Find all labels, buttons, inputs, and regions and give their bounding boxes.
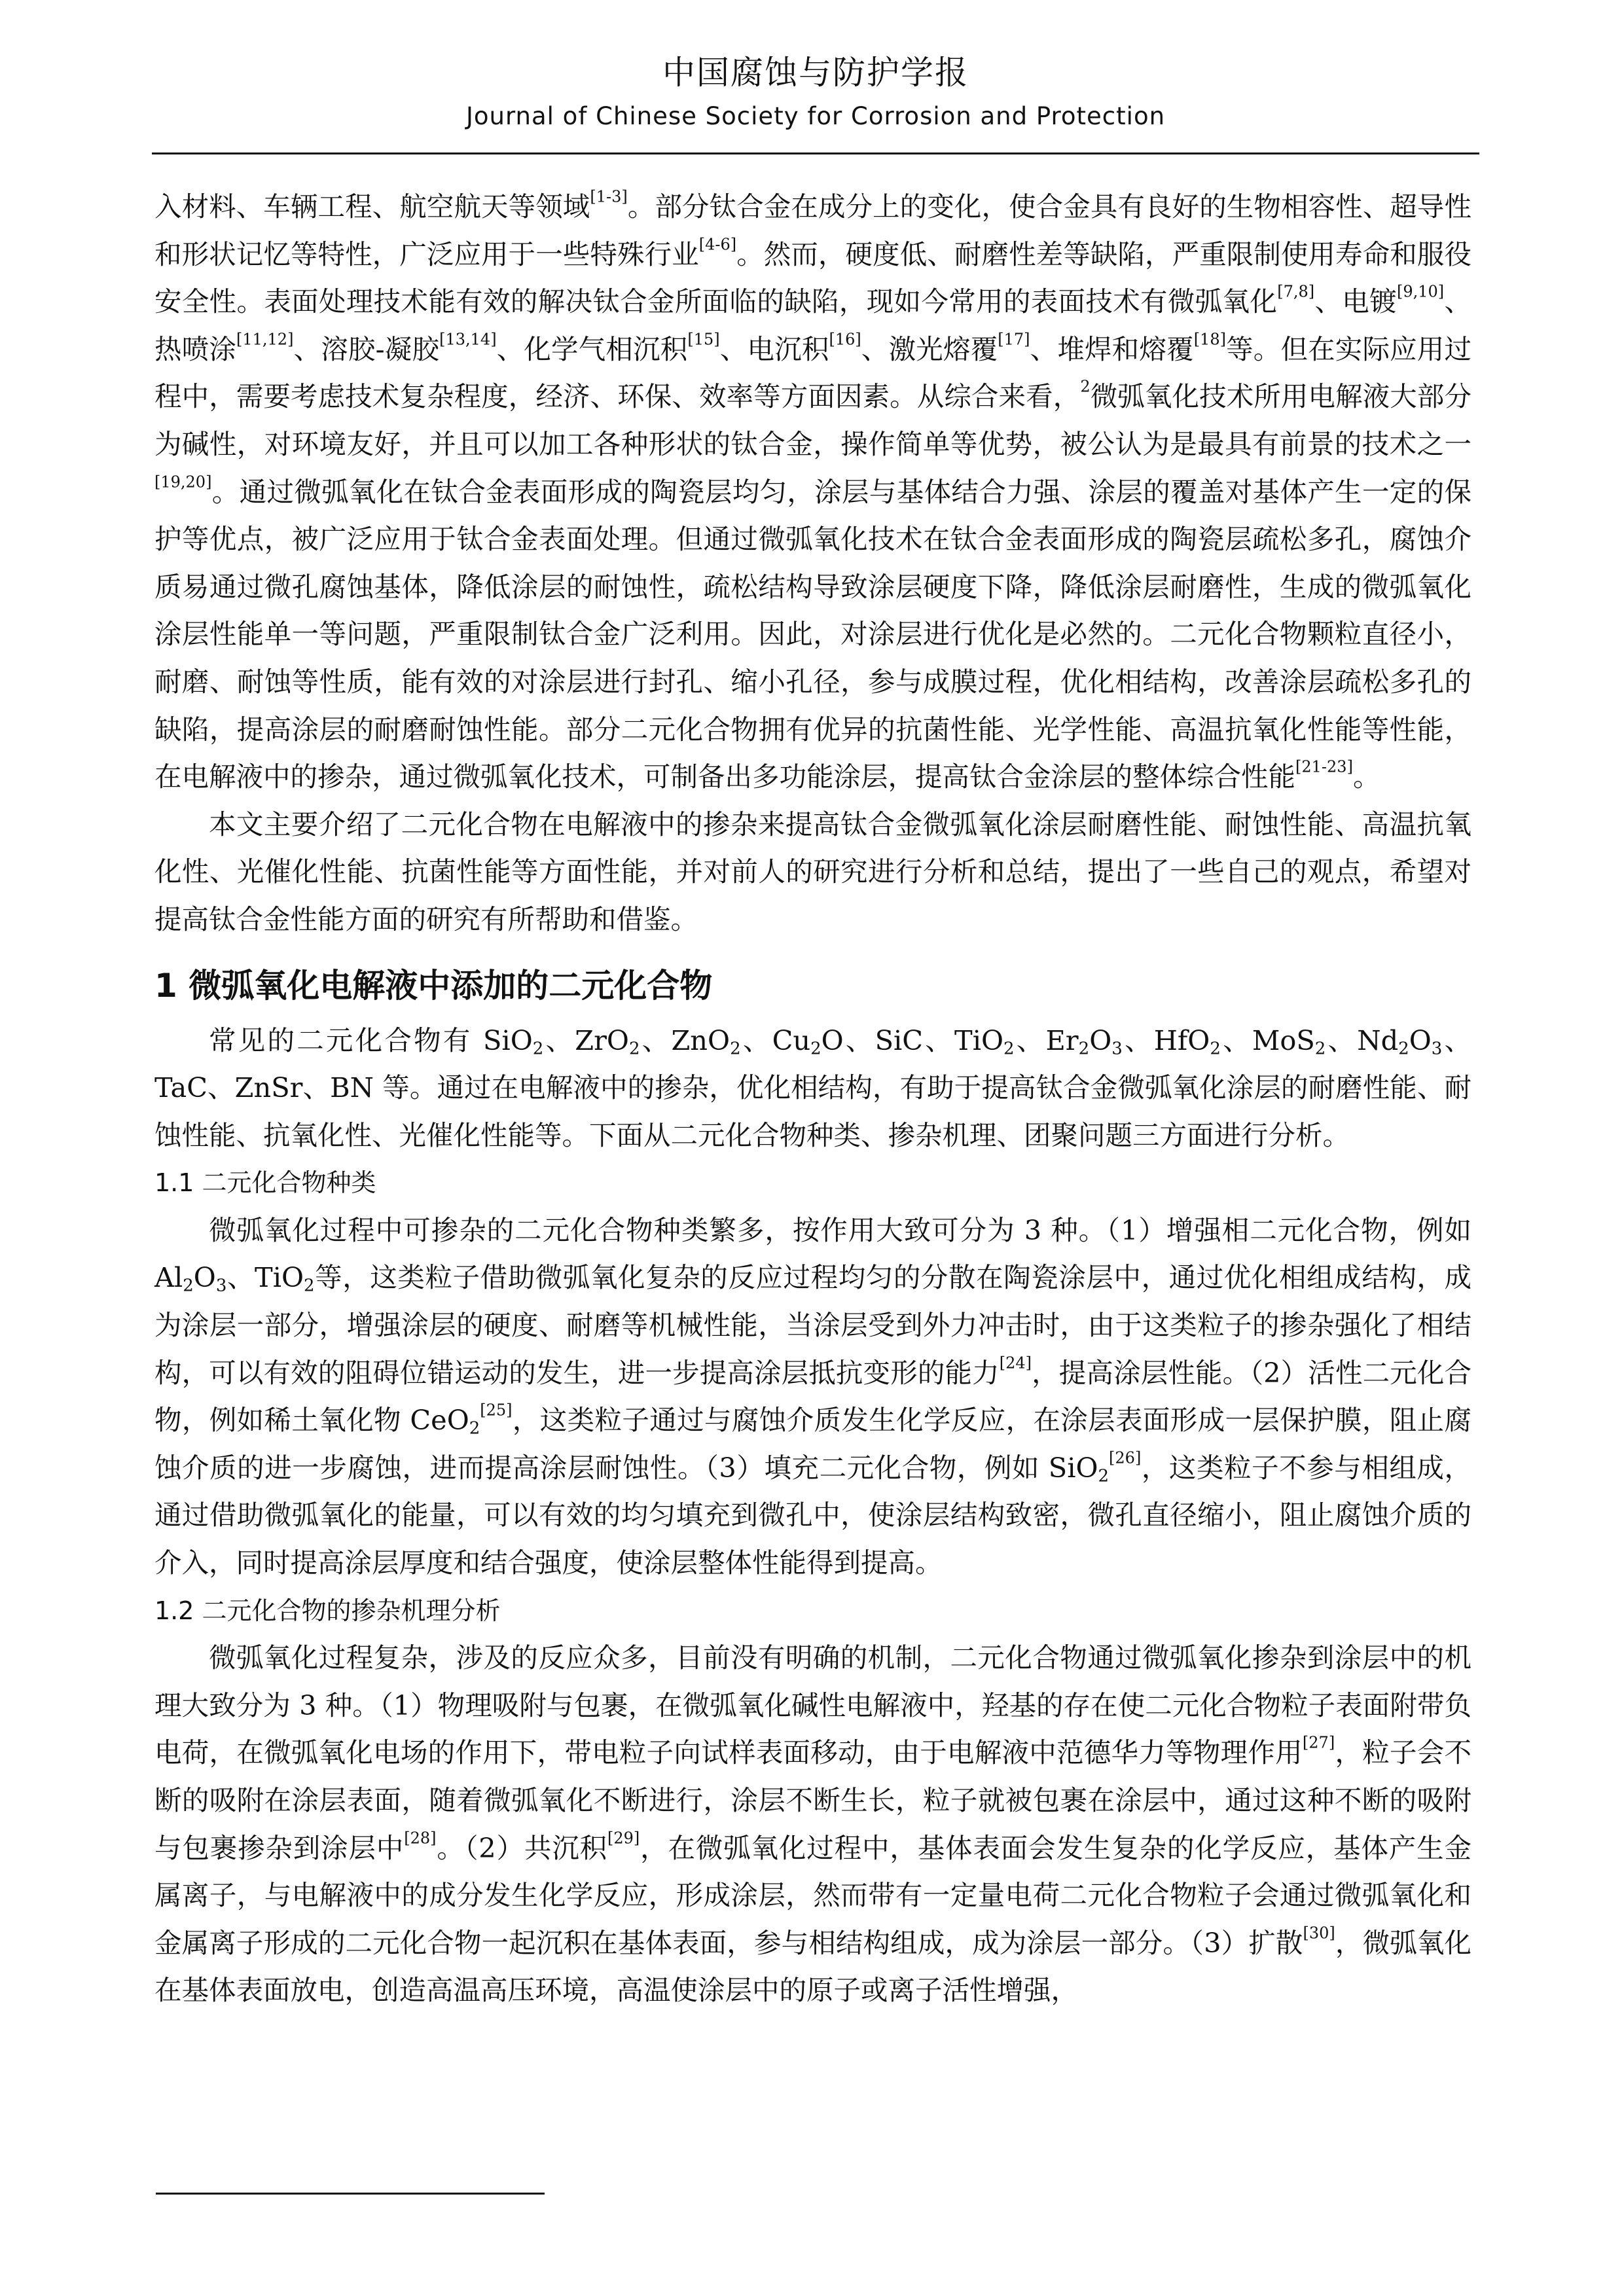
text-run: O — [193, 1261, 216, 1294]
text-run: 、ZnO — [640, 1024, 731, 1056]
citation-marker: 2 — [1080, 377, 1091, 396]
text-run: 。 — [1352, 761, 1380, 793]
text-run: O — [1089, 1024, 1112, 1056]
text-run: 本文主要介绍了二元化合物在电解液中的掺杂来提高钛合金微弧氧化涂层耐磨性能、耐蚀性能、高温抗氧化性、光催化性能、抗菌性能等方面性能，并对前人的研究进行分析和总结，提出了一些自己的观点，希望对提高钛合金性能方面的研究有所帮助和借鉴。 — [154, 808, 1471, 935]
text-run: 、堆焊和熔覆 — [1030, 332, 1194, 365]
footnote-rule — [156, 2193, 545, 2195]
journal-title-cn: 中国腐蚀与防护学报 — [662, 54, 969, 92]
citation-marker: [11,12] — [236, 330, 294, 349]
citation-marker: [18] — [1193, 330, 1226, 349]
section-heading-1: 1 微弧氧化电解液中添加的二元化合物 — [154, 966, 713, 1005]
citation-marker: [13,14] — [439, 330, 497, 349]
text-run: 入材料、车辆工程、航空航天等领域 — [154, 190, 590, 223]
citation-marker: [27] — [1302, 1733, 1335, 1752]
text-run: 、MoS — [1220, 1024, 1315, 1056]
subscript: 3 — [1431, 1039, 1443, 1058]
text-run: 、TaC、ZnSr、BN 等。通过在电解液中的掺杂，优化相结构，有助于提高钛合金微弧氧化涂层的耐磨性能、耐蚀性能、抗氧化性、光催化性能等。下面从二元化合物种类、掺杂机理、团聚问题三方面进行分析。 — [154, 1024, 1471, 1151]
text-run: 、电沉积 — [719, 332, 829, 365]
text-run: 微弧氧化技术所用电解液大部分为碱性，对环境友好，并且可以加工各种形状的钛合金，操作简单等优势，被公认为是最具有前景的技术之一 — [154, 380, 1471, 460]
text-run: 、ZrO — [543, 1024, 629, 1056]
subscript: 2 — [810, 1039, 821, 1058]
subscript: 2 — [183, 1276, 194, 1296]
subscript: 2 — [1003, 1039, 1015, 1058]
citation-marker: [26] — [1109, 1448, 1142, 1467]
subscript: 3 — [215, 1276, 227, 1296]
running-header — [152, 51, 1479, 134]
text-run: 、TiO — [226, 1261, 304, 1294]
subscript: 2 — [532, 1039, 544, 1058]
subscript: 2 — [1078, 1039, 1090, 1058]
subscript: 2 — [1398, 1039, 1409, 1058]
text-run: ，粒子会不断的吸附在涂层表面，随着微弧氧化不断进行，涂层不断生长，粒子就被包裹在涂层中，通过这种不断的吸附与包裹掺杂到涂层中 — [154, 1736, 1471, 1864]
text-run: 、Cu — [740, 1024, 811, 1056]
subscript: 2 — [1210, 1039, 1221, 1058]
text-run: ，微弧氧化在基体表面放电，创造高温高压环境，高温使涂层中的原子或离子活性增强， — [154, 1926, 1471, 2007]
citation-marker: [25] — [480, 1401, 513, 1420]
text-run: ，这类粒子不参与相组成，通过借助微弧氧化的能量，可以有效的均匀填充到微孔中，使涂层结构致密，微孔直径缩小，阻止腐蚀介质的介入，同时提高涂层厚度和结合强度，使涂层整体性能得到提高。 — [154, 1451, 1471, 1579]
text-run: 。然而，硬度低、耐磨性差等缺陷，严重限制使用寿命和服役安全性。表面处理技术能有效的解决钛合金所面临的缺陷，现如今常用的表面技术有微弧氧化 — [154, 238, 1471, 318]
subscript: 2 — [1314, 1039, 1326, 1058]
section-1-paragraph — [154, 1017, 1471, 1160]
text-run: ，提高涂层性能。（2）活性二元化合物，例如稀土氧化物 CeO — [154, 1356, 1471, 1437]
text-run: 。通过微弧氧化在钛合金表面形成的陶瓷层均匀，涂层与基体结合力强、涂层的覆盖对基体产生一定的保护等优点，被广泛应用于钛合金表面处理。但通过微弧氧化技术在钛合金表面形成的陶瓷层疏松多孔，腐蚀介质易通过微孔腐蚀基体，降低涂层的耐蚀性，疏松结构导致涂层硬度下降，降低涂层耐磨性，生成的微弧氧化涂层性能单一等问题，严重限制钛合金广泛利用。因此，对涂层进行优化是必然的。二元化合物颗粒直径小，耐磨、耐蚀等性质，能有效的对涂层进行封孔、缩小孔径，参与成膜过程，优化相结构，改善涂层疏松多孔的缺陷，提高涂层的耐磨耐蚀性能。部分二元化合物拥有优异的抗菌性能、光学性能、高温抗氧化性能等性能，在电解液中的掺杂，通过微弧氧化技术，可制备出多功能涂层，提高钛合金涂层的整体综合性能 — [154, 475, 1471, 793]
text-run: 等，这类粒子借助微弧氧化复杂的反应过程均匀的分散在陶瓷涂层中，通过优化相组成结构，成为涂层一部分，增强涂层的硬度、耐磨等机械性能，当涂层受到外力冲击时，由于这类粒子的掺杂强化了相结构，可以有效的阻碍位错运动的发生，进一步提高涂层抵抗变形的能力 — [154, 1261, 1471, 1389]
article-body — [154, 183, 1471, 2015]
citation-marker: [1-3] — [590, 187, 628, 206]
text-run: 。（2）共沉积 — [436, 1831, 607, 1864]
intro-paragraph-2 — [154, 801, 1471, 944]
text-run: 、溶胶-凝胶 — [293, 332, 440, 365]
text-run: ，这类粒子通过与腐蚀介质发生化学反应，在涂层表面形成一层保护膜，阻止腐蚀介质的进一步腐蚀，进而提高涂层耐蚀性。（3）填充二元化合物，例如 SiO — [154, 1404, 1471, 1484]
citation-marker: [19,20] — [154, 472, 212, 491]
subscript: 2 — [469, 1418, 480, 1439]
text-run: 常见的二元化合物有 SiO — [209, 1024, 533, 1056]
journal-title-en: Journal of Chinese Society for Corrosion and Protection — [465, 102, 1166, 130]
subscript: 2 — [1098, 1466, 1110, 1486]
text-run: 、Er — [1014, 1024, 1079, 1056]
text-run: 。部分钛合金在成分上的变化，使合金具有良好的生物相容性、超导性和形状记忆等特性，广泛应用于一些特殊行业 — [154, 190, 1471, 270]
subscript: 2 — [628, 1039, 640, 1058]
text-run: 、热喷涂 — [154, 285, 1471, 365]
text-run: O — [1409, 1024, 1432, 1056]
citation-marker: [29] — [607, 1829, 640, 1847]
citation-marker: [4-6] — [698, 235, 737, 253]
text-run: 、HfO — [1122, 1024, 1210, 1056]
subsection-heading-1-2: 1.2 二元化合物的掺杂机理分析 — [154, 1596, 501, 1625]
text-run: 微弧氧化过程复杂，涉及的反应众多，目前没有明确的机制，二元化合物通过微弧氧化掺杂到涂层中的机理大致分为 3 种。（1）物理吸附与包裹，在微弧氧化碱性电解液中，羟基的存在使二元化合物粒子表面附带负电荷，在微弧氧化电场的作用下，带电粒子向试样表面移动，由于电解液中范德华力等物理作用 — [154, 1641, 1471, 1769]
citation-marker: [16] — [829, 330, 861, 349]
citation-marker: [7,8] — [1277, 282, 1315, 301]
citation-marker: [28] — [404, 1829, 437, 1847]
text-run: ，在微弧氧化过程中，基体表面会发生复杂的化学反应，基体产生金属离子，与电解液中的成分发生化学反应，形成涂层，然而带有一定量电荷二元化合物粒子会通过微弧氧化和金属离子形成的二元化合物一起沉积在基体表面，参与相结构组成，成为涂层一部分。（3）扩散 — [154, 1831, 1471, 1959]
citation-marker: [30] — [1303, 1924, 1335, 1943]
text-run: 等。但在实际应用过程中，需要考虑技术复杂程度，经济、环保、效率等方面因素。从综合来看， — [154, 332, 1471, 413]
subsection-heading-1-1: 1.1 二元化合物种类 — [154, 1168, 376, 1198]
citation-marker: [17] — [998, 330, 1030, 349]
text-run: 、电镀 — [1314, 285, 1397, 318]
text-run: 微弧氧化过程中可掺杂的二元化合物种类繁多，按作用大致可分为 3 种。（1）增强相二元化合物，例如 Al — [154, 1213, 1471, 1294]
subsection-1-2-paragraph — [154, 1634, 1471, 2015]
text-run: 、Nd — [1326, 1024, 1399, 1056]
text-run: 、化学气相沉积 — [496, 332, 688, 365]
citation-marker: [15] — [687, 330, 720, 349]
text-run: O、SiC、TiO — [821, 1024, 1003, 1056]
subscript: 2 — [304, 1276, 315, 1296]
citation-marker: [9,10] — [1396, 282, 1445, 301]
header-rule — [152, 152, 1479, 154]
intro-paragraph-1 — [154, 183, 1471, 801]
citation-marker: [21-23] — [1295, 757, 1353, 776]
text-run: 、激光熔覆 — [861, 332, 998, 365]
subscript: 2 — [730, 1039, 741, 1058]
subscript: 3 — [1111, 1039, 1123, 1058]
citation-marker: [24] — [999, 1354, 1032, 1372]
subsection-1-1-paragraph — [154, 1207, 1471, 1587]
